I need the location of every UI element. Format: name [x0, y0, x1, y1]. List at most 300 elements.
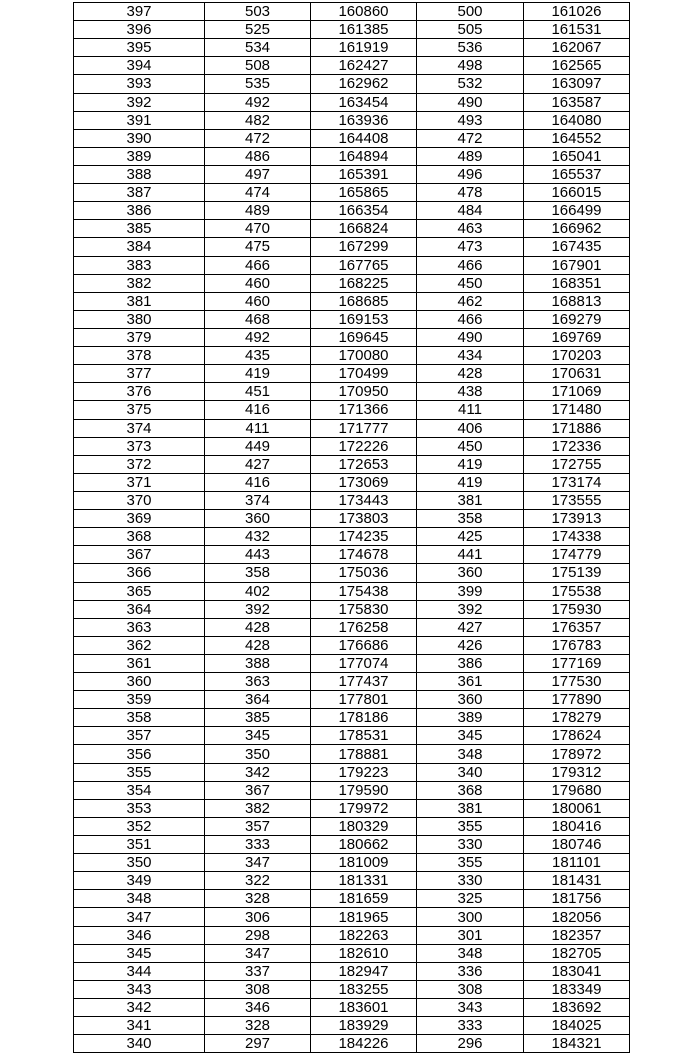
table-cell: 392: [74, 93, 205, 111]
table-row: [74, 473, 630, 491]
table-row: [74, 999, 630, 1017]
table-row: [74, 817, 630, 835]
table-cell: 381: [417, 491, 524, 509]
table-cell: 342: [205, 763, 311, 781]
table-cell: 360: [417, 691, 524, 709]
table-cell: 358: [417, 510, 524, 528]
table-cell: 164894: [311, 147, 417, 165]
table-cell: 166962: [524, 220, 630, 238]
table-row: [74, 908, 630, 926]
table-cell: 468: [205, 310, 311, 328]
table-row: [74, 781, 630, 799]
table-cell: 180662: [311, 836, 417, 854]
table-cell: 371: [74, 473, 205, 491]
table-row: [74, 184, 630, 202]
table-cell: 360: [417, 564, 524, 582]
table-cell: 500: [417, 3, 524, 21]
table-cell: 168225: [311, 274, 417, 292]
table-cell: 162427: [311, 57, 417, 75]
table-cell: 345: [205, 727, 311, 745]
table-cell: 382: [205, 799, 311, 817]
table-row: [74, 111, 630, 129]
table-cell: 364: [205, 691, 311, 709]
table-cell: 384: [74, 238, 205, 256]
table-cell: 478: [417, 184, 524, 202]
table-cell: 170080: [311, 347, 417, 365]
table-cell: 172755: [524, 455, 630, 473]
table-cell: 419: [205, 365, 311, 383]
table-cell: 180746: [524, 836, 630, 854]
table-cell: 173443: [311, 491, 417, 509]
table-cell: 492: [205, 328, 311, 346]
table-cell: 389: [417, 709, 524, 727]
table-row: [74, 256, 630, 274]
table-cell: 178186: [311, 709, 417, 727]
table-cell: 306: [205, 908, 311, 926]
table-cell: 181965: [311, 908, 417, 926]
table-cell: 392: [417, 600, 524, 618]
table-cell: 460: [205, 292, 311, 310]
table-cell: 370: [74, 491, 205, 509]
table-cell: 340: [74, 1035, 205, 1053]
table-cell: 347: [74, 908, 205, 926]
table-cell: 341: [74, 1017, 205, 1035]
table-cell: 508: [205, 57, 311, 75]
table-cell: 348: [417, 745, 524, 763]
table-cell: 378: [74, 347, 205, 365]
table-cell: 352: [74, 817, 205, 835]
table-cell: 330: [417, 836, 524, 854]
table-cell: 354: [74, 781, 205, 799]
table-cell: 328: [205, 890, 311, 908]
table-cell: 164408: [311, 129, 417, 147]
table-cell: 166824: [311, 220, 417, 238]
table-cell: 369: [74, 510, 205, 528]
table-cell: 382: [74, 274, 205, 292]
table-cell: 163097: [524, 75, 630, 93]
table-cell: 380: [74, 310, 205, 328]
table-cell: 347: [205, 944, 311, 962]
table-cell: 388: [74, 165, 205, 183]
table-cell: 498: [417, 57, 524, 75]
table-cell: 184025: [524, 1017, 630, 1035]
table-cell: 434: [417, 347, 524, 365]
table-row: [74, 220, 630, 238]
table-cell: 355: [74, 763, 205, 781]
table-cell: 330: [417, 872, 524, 890]
table-cell: 441: [417, 546, 524, 564]
table-cell: 505: [417, 21, 524, 39]
table-cell: 406: [417, 419, 524, 437]
table-cell: 167765: [311, 256, 417, 274]
table-cell: 474: [205, 184, 311, 202]
table-cell: 177169: [524, 654, 630, 672]
table-row: [74, 962, 630, 980]
table-cell: 182705: [524, 944, 630, 962]
table-cell: 172226: [311, 437, 417, 455]
table-cell: 167299: [311, 238, 417, 256]
table-cell: 432: [205, 528, 311, 546]
table-row: [74, 238, 630, 256]
table-cell: 177801: [311, 691, 417, 709]
table-row: [74, 39, 630, 57]
table-cell: 182357: [524, 926, 630, 944]
table-cell: 363: [74, 618, 205, 636]
table-cell: 374: [74, 419, 205, 437]
table-cell: 163936: [311, 111, 417, 129]
table-cell: 337: [205, 962, 311, 980]
table-cell: 165041: [524, 147, 630, 165]
table-row: [74, 129, 630, 147]
table-cell: 169769: [524, 328, 630, 346]
table-cell: 165391: [311, 165, 417, 183]
table-cell: 169279: [524, 310, 630, 328]
table-cell: 164552: [524, 129, 630, 147]
table-cell: 301: [417, 926, 524, 944]
table-cell: 394: [74, 57, 205, 75]
table-cell: 297: [205, 1035, 311, 1053]
table-cell: 179312: [524, 763, 630, 781]
table-cell: 427: [205, 455, 311, 473]
table-cell: 473: [417, 238, 524, 256]
table-cell: 175538: [524, 582, 630, 600]
table-cell: 450: [417, 274, 524, 292]
table-cell: 177530: [524, 673, 630, 691]
table-cell: 355: [417, 817, 524, 835]
table-cell: 435: [205, 347, 311, 365]
table-row: [74, 93, 630, 111]
table-cell: 492: [205, 93, 311, 111]
table-row: [74, 202, 630, 220]
table-row: [74, 274, 630, 292]
table-row: [74, 1035, 630, 1053]
table-cell: 525: [205, 21, 311, 39]
table-cell: 176783: [524, 636, 630, 654]
table-cell: 386: [417, 654, 524, 672]
table-cell: 161919: [311, 39, 417, 57]
table-row: [74, 292, 630, 310]
table-row: [74, 1017, 630, 1035]
table-cell: 353: [74, 799, 205, 817]
table-cell: 428: [205, 618, 311, 636]
table-cell: 183601: [311, 999, 417, 1017]
table-cell: 484: [417, 202, 524, 220]
table-cell: 170499: [311, 365, 417, 383]
table-cell: 171777: [311, 419, 417, 437]
table-cell: 175830: [311, 600, 417, 618]
table-cell: 402: [205, 582, 311, 600]
table-row: [74, 21, 630, 39]
table-cell: 360: [205, 510, 311, 528]
table-cell: 182947: [311, 962, 417, 980]
table-cell: 183041: [524, 962, 630, 980]
table-cell: 426: [417, 636, 524, 654]
table-cell: 425: [417, 528, 524, 546]
table-cell: 428: [417, 365, 524, 383]
table-cell: 178881: [311, 745, 417, 763]
table-cell: 179972: [311, 799, 417, 817]
table-row: [74, 836, 630, 854]
table-row: [74, 872, 630, 890]
table-cell: 166499: [524, 202, 630, 220]
table-cell: 183692: [524, 999, 630, 1017]
table-cell: 386: [74, 202, 205, 220]
table-row: [74, 673, 630, 691]
table-cell: 427: [417, 618, 524, 636]
table-row: [74, 799, 630, 817]
table-cell: 503: [205, 3, 311, 21]
table-row: [74, 763, 630, 781]
table-cell: 179680: [524, 781, 630, 799]
table-cell: 534: [205, 39, 311, 57]
table-cell: 325: [417, 890, 524, 908]
table-cell: 345: [74, 944, 205, 962]
table-cell: 351: [74, 836, 205, 854]
table-cell: 328: [205, 1017, 311, 1035]
table-cell: 169645: [311, 328, 417, 346]
table-cell: 389: [74, 147, 205, 165]
table-row: [74, 636, 630, 654]
table-cell: 466: [417, 256, 524, 274]
score-table-container: [73, 2, 629, 1053]
table-cell: 167901: [524, 256, 630, 274]
table-cell: 346: [205, 999, 311, 1017]
table-cell: 179590: [311, 781, 417, 799]
table-cell: 308: [205, 980, 311, 998]
table-cell: 176258: [311, 618, 417, 636]
table-cell: 175930: [524, 600, 630, 618]
table-cell: 349: [74, 872, 205, 890]
table-cell: 166015: [524, 184, 630, 202]
table-cell: 489: [205, 202, 311, 220]
table-cell: 489: [417, 147, 524, 165]
table-cell: 490: [417, 93, 524, 111]
table-cell: 181331: [311, 872, 417, 890]
table-cell: 177437: [311, 673, 417, 691]
table-row: [74, 455, 630, 473]
table-cell: 181756: [524, 890, 630, 908]
table-row: [74, 980, 630, 998]
table-cell: 183349: [524, 980, 630, 998]
table-cell: 178279: [524, 709, 630, 727]
table-cell: 416: [205, 473, 311, 491]
table-cell: 176686: [311, 636, 417, 654]
table-cell: 175438: [311, 582, 417, 600]
table-cell: 355: [417, 854, 524, 872]
table-row: [74, 419, 630, 437]
table-cell: 372: [74, 455, 205, 473]
table-row: [74, 654, 630, 672]
table-cell: 173069: [311, 473, 417, 491]
table-cell: 392: [205, 600, 311, 618]
table-cell: 178972: [524, 745, 630, 763]
table-cell: 181431: [524, 872, 630, 890]
table-row: [74, 709, 630, 727]
table-row: [74, 365, 630, 383]
table-cell: 364: [74, 600, 205, 618]
table-cell: 168685: [311, 292, 417, 310]
table-row: [74, 347, 630, 365]
table-cell: 368: [74, 528, 205, 546]
table-row: [74, 510, 630, 528]
table-cell: 174779: [524, 546, 630, 564]
table-row: [74, 890, 630, 908]
table-cell: 346: [74, 926, 205, 944]
table-cell: 172336: [524, 437, 630, 455]
table-row: [74, 165, 630, 183]
table-cell: 493: [417, 111, 524, 129]
table-cell: 165865: [311, 184, 417, 202]
table-cell: 463: [417, 220, 524, 238]
table-cell: 385: [205, 709, 311, 727]
table-cell: 377: [74, 365, 205, 383]
table-cell: 348: [74, 890, 205, 908]
table-cell: 472: [417, 129, 524, 147]
table-cell: 466: [417, 310, 524, 328]
table-cell: 396: [74, 21, 205, 39]
table-cell: 177074: [311, 654, 417, 672]
table-cell: 373: [74, 437, 205, 455]
table-cell: 174678: [311, 546, 417, 564]
table-cell: 536: [417, 39, 524, 57]
table-cell: 181659: [311, 890, 417, 908]
table-cell: 162565: [524, 57, 630, 75]
table-cell: 470: [205, 220, 311, 238]
table-cell: 361: [74, 654, 205, 672]
table-cell: 376: [74, 383, 205, 401]
table-cell: 176357: [524, 618, 630, 636]
table-row: [74, 491, 630, 509]
table-cell: 169153: [311, 310, 417, 328]
table-cell: 173555: [524, 491, 630, 509]
table-cell: 162962: [311, 75, 417, 93]
table-cell: 496: [417, 165, 524, 183]
table-cell: 183929: [311, 1017, 417, 1035]
table-cell: 416: [205, 401, 311, 419]
table-cell: 362: [74, 636, 205, 654]
table-cell: 173913: [524, 510, 630, 528]
table-cell: 167435: [524, 238, 630, 256]
table-cell: 333: [205, 836, 311, 854]
table-cell: 345: [417, 727, 524, 745]
table-row: [74, 528, 630, 546]
table-cell: 296: [417, 1035, 524, 1053]
table-cell: 166354: [311, 202, 417, 220]
table-cell: 174338: [524, 528, 630, 546]
score-table-body: [74, 3, 630, 1053]
table-cell: 179223: [311, 763, 417, 781]
table-cell: 490: [417, 328, 524, 346]
table-cell: 175036: [311, 564, 417, 582]
table-cell: 182056: [524, 908, 630, 926]
table-cell: 379: [74, 328, 205, 346]
table-cell: 184321: [524, 1035, 630, 1053]
table-cell: 397: [74, 3, 205, 21]
table-cell: 356: [74, 745, 205, 763]
table-cell: 182610: [311, 944, 417, 962]
table-cell: 357: [205, 817, 311, 835]
table-cell: 438: [417, 383, 524, 401]
table-row: [74, 546, 630, 564]
table-cell: 172653: [311, 455, 417, 473]
table-cell: 360: [74, 673, 205, 691]
table-cell: 411: [417, 401, 524, 419]
table-cell: 182263: [311, 926, 417, 944]
table-cell: 336: [417, 962, 524, 980]
table-cell: 342: [74, 999, 205, 1017]
table-cell: 298: [205, 926, 311, 944]
table-cell: 381: [74, 292, 205, 310]
table-cell: 419: [417, 455, 524, 473]
table-cell: 308: [417, 980, 524, 998]
table-cell: 173174: [524, 473, 630, 491]
table-cell: 367: [205, 781, 311, 799]
table-cell: 375: [74, 401, 205, 419]
table-row: [74, 691, 630, 709]
table-row: [74, 926, 630, 944]
table-cell: 343: [74, 980, 205, 998]
table-cell: 163454: [311, 93, 417, 111]
table-cell: 443: [205, 546, 311, 564]
table-cell: 165537: [524, 165, 630, 183]
table-cell: 171886: [524, 419, 630, 437]
table-cell: 387: [74, 184, 205, 202]
table-row: [74, 383, 630, 401]
table-cell: 171480: [524, 401, 630, 419]
table-cell: 180061: [524, 799, 630, 817]
table-cell: 450: [417, 437, 524, 455]
table-cell: 350: [205, 745, 311, 763]
table-cell: 177890: [524, 691, 630, 709]
table-cell: 535: [205, 75, 311, 93]
table-row: [74, 944, 630, 962]
table-cell: 395: [74, 39, 205, 57]
table-cell: 381: [417, 799, 524, 817]
table-cell: 347: [205, 854, 311, 872]
table-cell: 170950: [311, 383, 417, 401]
table-cell: 460: [205, 274, 311, 292]
table-cell: 366: [74, 564, 205, 582]
table-row: [74, 745, 630, 763]
table-cell: 368: [417, 781, 524, 799]
table-cell: 178531: [311, 727, 417, 745]
table-cell: 486: [205, 147, 311, 165]
table-cell: 171069: [524, 383, 630, 401]
table-cell: 365: [74, 582, 205, 600]
table-cell: 161026: [524, 3, 630, 21]
table-cell: 350: [74, 854, 205, 872]
table-cell: 367: [74, 546, 205, 564]
table-cell: 160860: [311, 3, 417, 21]
table-row: [74, 564, 630, 582]
table-cell: 300: [417, 908, 524, 926]
table-cell: 385: [74, 220, 205, 238]
table-cell: 344: [74, 962, 205, 980]
table-cell: 462: [417, 292, 524, 310]
table-row: [74, 854, 630, 872]
table-cell: 497: [205, 165, 311, 183]
table-row: [74, 600, 630, 618]
table-cell: 180416: [524, 817, 630, 835]
table-cell: 482: [205, 111, 311, 129]
table-cell: 174235: [311, 528, 417, 546]
table-cell: 170203: [524, 347, 630, 365]
table-row: [74, 437, 630, 455]
table-cell: 348: [417, 944, 524, 962]
table-cell: 472: [205, 129, 311, 147]
table-cell: 449: [205, 437, 311, 455]
table-cell: 168813: [524, 292, 630, 310]
